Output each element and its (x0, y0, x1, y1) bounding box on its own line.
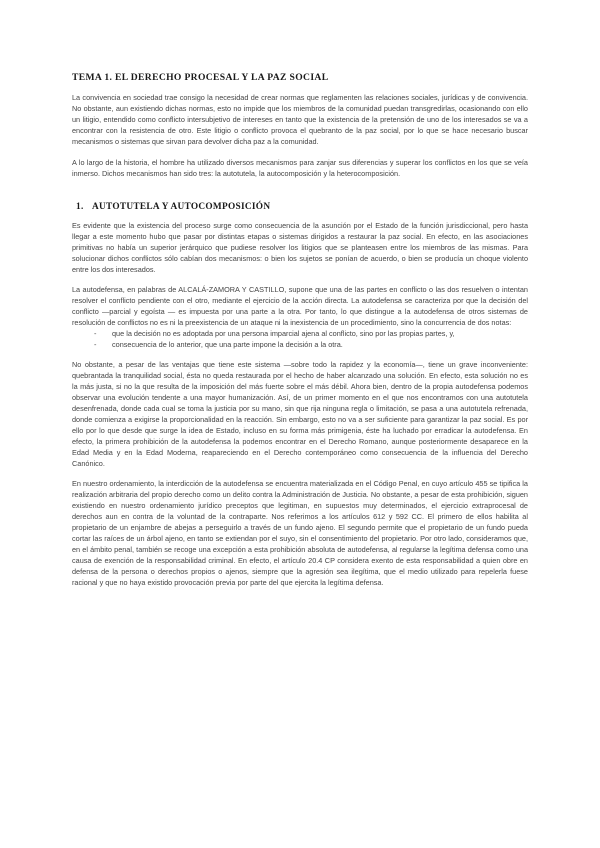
list-item: - consecuencia de lo anterior, que una parte impone la decisión a la otra. (94, 339, 528, 350)
section-1-paragraph-1: Es evidente que la existencia del proceso surge como consecuencia de la asunción por el Estado de la función jurisdiccional, pero hasta llegar a este momento hubo que pasar por distintas etapas o sistemas dirigidos a restaurar la paz social. En efecto, en las asociaciones primitivas no había un superior jerárquico que pudiese resolver los litigios que se planteasen entre los miembros de las mismas. Para solucionar dichos conflictos sólo cabían dos mecanismos: o bien los sujetos se ponían de acuerdo, o bien se producía un choque violento entre los dos interesados. (72, 221, 528, 274)
intro-paragraph-2: A lo largo de la historia, el hombre ha utilizado diversos mecanismos para zanjar sus diferencias y superar los conflictos en los que se veía inmerso. Dichos mecanismos han sido tres: la autotutela, la autocomposición y la heterocomposición. (72, 158, 528, 178)
document-title: TEMA 1. EL DERECHO PROCESAL Y LA PAZ SOCIAL (72, 72, 329, 83)
section-1-paragraph-4: En nuestro ordenamiento, la interdicción de la autodefensa se encuentra materializada en el Código Penal, en cuyo artículo 455 se tipifica la realización arbitraria del propio derecho como un delito contra la Administración de Justicia. No obstante, a pesar de esta prohibición, siguen existiendo en nuestro ordenamiento jurídico preceptos que legitiman, en supuestos muy determinados, el ejercicio extraprocesal de derechos aun en contra de la voluntad de la contraparte. Nos referimos a los artículos 612 y 592 CC. El primero de ellos habilita al propietario de un enjambre de abejas a perseguirlo a través de un fundo ajeno. El segundo permite que el propietario de un fundo pueda cortar las raíces de un árbol ajeno, en tanto se extiendan por el suyo, sin el consentimiento del propietario. Por otro lado, consideramos que, en el ámbito penal, también se recoge una excepción a esta prohibición absoluta de autodefensa, al regularse la legítima defensa como una causa de exención de la responsabilidad criminal. En efecto, el artículo 20.4 CP considera exento de esta responsabilidad a quien obre en defensa de la persona o derechos propios o ajenos, siempre que la agresión sea ilegítima, que el medio utilizado para repelerla fuese racional y que no haya existido provocación previa por parte del que ejercita la legítima defensa. (72, 479, 528, 587)
conditions-list (72, 328, 528, 350)
document-page (72, 71, 528, 588)
intro-paragraph-1: La convivencia en sociedad trae consigo la necesidad de crear normas que reglamenten las relaciones sociales, jurídicas y de convivencia. No obstante, aun existiendo dichas normas, esto no impide que los miembros de la comunidad puedan transgredirlas, ocasionando con ello un litigio, entendido como conflicto intersubjetivo de intereses en tanto que la existencia de la pretensión de uno de los interesados se va a encontrar con la resistencia de otro. Este litigio o conflicto provoca el quebranto de la paz social, por lo que se hace necesario buscar mecanismos o sistemas que sirvan para devolver dicha paz a la comunidad. (72, 93, 528, 146)
section-1-paragraph-2: La autodefensa, en palabras de ALCALÁ-ZAMORA Y CASTILLO, supone que una de las partes en conflicto o las dos resuelven o intentan resolver el conflicto pendiente con el otro, mediante el ejercicio de la acción directa. La autodefensa se caracteriza por que la decisión del conflicto —parcial y egoísta — es impuesta por una parte a la otra. Por tanto, lo que distingue a la autodefensa de otros sistemas de resolución de conflictos no es ni la preexistencia de un ataque ni la inexistencia de un procedimiento, sino la concurrencia de dos notas: (72, 285, 528, 327)
section-1-title: AUTOTUTELA Y AUTOCOMPOSICIÓN (92, 202, 271, 212)
list-item: - que la decisión no es adoptada por una persona imparcial ajena al conflicto, sino por las propias partes, y, (94, 328, 528, 339)
section-1-paragraph-3: No obstante, a pesar de las ventajas que tiene este sistema —sobre todo la rapidez y la economía—, tiene un grave inconveniente: quebrantada la tranquilidad social, ésta no queda restaurada por el hecho de haber alcanzado una solución. En efecto, esta solución no es la más justa, si no la que resulta de la imposición del más fuerte sobre el más débil. Ahora bien, dentro de la propia autodefensa podemos observar una evolución tendente a una mayor humanización. Así, de un primer momento en el que nos encontramos con una autotutela desenfrenada, donde cada cual se toma la justicia por su mano, sin que rija ninguna regla o limitación, se pasa a una autotutela refrenada, donde comienza a exigirse la proporcionalidad en la reacción. Sin embargo, esto no va a ser suficiente para garantizar la paz social. Es por ello por lo que desde que surge la idea de Estado, incluso en su forma más primigenia, éste ha luchado por erradicar la autodefensa. En efecto, la primera prohibición de la autodefensa la podemos encontrar en el Derecho Romano, aunque posteriormente desaparece en la Edad Media y en la Edad Moderna, reapareciendo en el Derecho contemporáneo como consecuencia de la influencia del Derecho Canónico. (72, 360, 528, 468)
section-1-heading (72, 201, 528, 213)
section-1-number: 1. (76, 202, 84, 212)
